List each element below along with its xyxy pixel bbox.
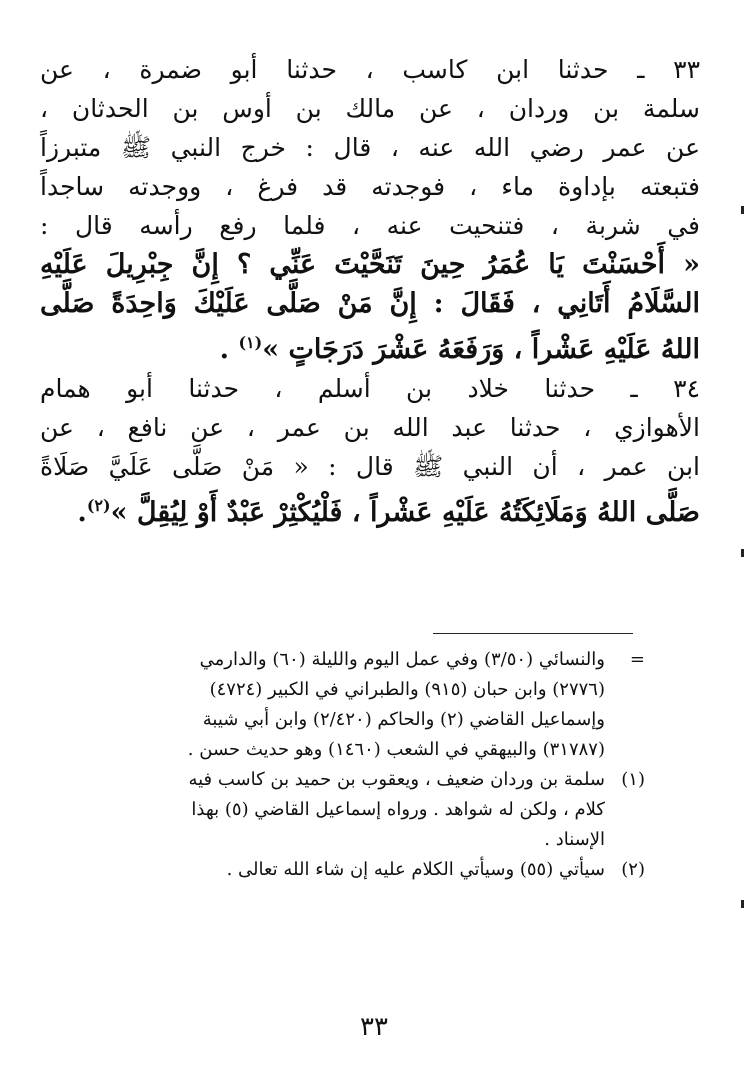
footnote-number: = [629,649,645,670]
footnote-line: (٣١٧٨٧) والبيهقي في الشعب (١٤٦٠) وهو حديث حسن . [187,739,605,760]
hadith-line: السَّلَامُ أَتَانِي ، فَقَالَ : إِنَّ مَنْ صَلَّى عَلَيْكَ وَاحِدَةً صَلَّى [40,288,700,319]
text-line: في شربة ، فتنحيت عنه ، فلما رفع رأسه قال : [40,211,700,240]
footnote-number: (١) [621,769,645,790]
footnote-line: وإسماعيل القاضي (٢) والحاكم (٢/٤٢٠) وابن أبي شيبة [202,709,605,730]
hadith-line: اللهُ عَلَيْهِ عَشْراً ، وَرَفَعَهُ عَشْرَ دَرَجَاتٍ »$^{(١)}$ . [219,333,700,365]
text-line: سلمة بن وردان ، عن مالك بن أوس بن الحدثان ، [40,94,700,123]
footnote-line: سلمة بن وردان ضعيف ، ويعقوب بن حميد بن كاسب فيه [188,769,605,790]
hadith-line-text: صَلَّى اللهُ وَمَلَائِكَتُهُ عَلَيْهِ عَشْراً ، فَلْيُكْثِرْ عَبْدٌ أَوْ لِيُقِلَّ » [110,497,700,528]
footnote-line: كلام ، ولكن له شواهد . ورواه إسماعيل القاضي (٥) بهذا [191,799,605,820]
footnote-marker: (١) [238,333,263,352]
main-text [40,50,700,532]
scan-edge-mark [741,549,744,557]
text-line: ٣٣ ـ حدثنا ابن كاسب ، حدثنا أبو ضمرة ، عن [40,55,700,84]
footnote-separator [433,633,633,634]
footnote-text [40,855,605,885]
footnote-number: (٢) [621,859,645,880]
footnote-line: سيأتي (٥٥) وسيأتي الكلام عليه إن شاء الله تعالى . [226,859,605,880]
scan-edge-mark [741,900,744,908]
text-line: ابن عمر ، أن النبي ﷺ قال : « مَنْ صَلَّى عَلَيَّ صَلَاةً [40,452,700,481]
footnote-marker: (٢) [86,496,111,515]
footnote-text [40,765,605,855]
footnote-line: والنسائي (٣/٥٠) وفي عمل اليوم والليلة (٦٠) والدارمي [199,649,605,670]
footnote-continuation [40,645,645,765]
scan-edge-mark [741,206,744,214]
footnote-2 [40,855,645,885]
hadith-line: « أَحْسَنْتَ يَا عُمَرُ حِينَ تَنَحَّيْتَ عَنِّي ؟ إِنَّ جِبْرِيلَ عَلَيْهِ [40,249,700,280]
text-line: الأهوازي ، حدثنا عبد الله بن عمر ، عن نافع ، عن [40,413,700,442]
footnote-line: (٢٧٧٦) وابن حبان (٩١٥) والطبراني في الكبير (٤٧٢٤) [209,679,605,700]
text-line: عن عمر رضي الله عنه ، قال : خرج النبي ﷺ متبرزاً [40,133,700,162]
footnote-line: الإسناد . [544,829,605,850]
footnotes [40,645,645,885]
hadith-line: صَلَّى اللهُ وَمَلَائِكَتُهُ عَلَيْهِ عَشْراً ، فَلْيُكْثِرْ عَبْدٌ أَوْ لِيُقِلَّ »$^{(٢)}$. [77,496,700,528]
footnote-text [40,645,605,765]
text-line: ٣٤ ـ حدثنا خلاد بن أسلم ، حدثنا أبو همام [40,374,700,403]
page-number: ٣٣ [360,1012,388,1042]
footnote-1 [40,765,645,855]
text-line: فتبعته بإداوة ماء ، فوجدته قد فرغ ، ووجدته ساجداً [40,172,700,201]
hadith-line-text: اللهُ عَلَيْهِ عَشْراً ، وَرَفَعَهُ عَشْرَ دَرَجَاتٍ » [262,334,700,365]
